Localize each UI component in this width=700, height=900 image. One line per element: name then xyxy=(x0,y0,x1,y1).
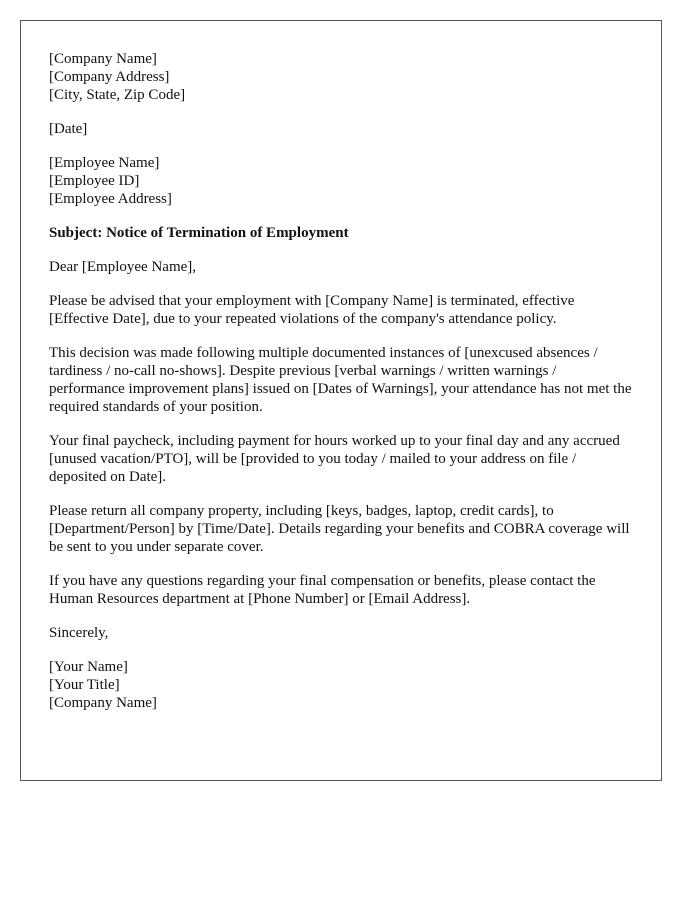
signature-company: [Company Name] xyxy=(49,695,157,711)
sender-company-address: [Company Address] xyxy=(49,69,170,85)
salutation-block xyxy=(49,258,633,276)
termination-letter xyxy=(20,20,662,781)
letter-subject: Subject: Notice of Termination of Employment xyxy=(49,225,349,241)
closing-block xyxy=(49,624,633,642)
letter-salutation: Dear [Employee Name], xyxy=(49,259,197,275)
sender-city-state-zip: [City, State, Zip Code] xyxy=(49,87,186,103)
body-paragraph-effective-date: Please be advised that your employment with [Company Name] is terminated, effective [Effective Date], due to your repeated violations of the company's attendance policy. xyxy=(49,293,575,327)
body-paragraph-final-paycheck: Your final paycheck, including payment for hours worked up to your final day and any accrued [unused vacation/PTO], will be [provided to you today / mailed to your address on file / deposited on Date]. xyxy=(49,433,620,485)
recipient-block xyxy=(49,154,633,208)
letter-date: [Date] xyxy=(49,121,88,137)
subject-block xyxy=(49,224,633,242)
signature-name: [Your Name] xyxy=(49,659,128,675)
recipient-employee-name: [Employee Name] xyxy=(49,155,160,171)
sender-address-block xyxy=(49,50,633,104)
recipient-employee-address: [Employee Address] xyxy=(49,191,172,207)
body-paragraph-company-property: Please return all company property, including [keys, badges, laptop, credit cards], to [Department/Person] by [Time/Date]. Details regarding your benefits and COBRA coverage will be sent to you under separate cover. xyxy=(49,503,630,555)
signature-block xyxy=(49,658,633,712)
body-paragraph-decision: This decision was made following multiple documented instances of [unexcused absences / tardiness / no-call no-shows]. Despite previous [verbal warnings / written warnings / performance improvement plans] issued on [Dates of Warnings], your attendance has not met the required standards of your position. xyxy=(49,345,632,415)
body-paragraph-questions: If you have any questions regarding your final compensation or benefits, please contact the Human Resources department at [Phone Number] or [Email Address]. xyxy=(49,573,596,607)
letter-closing: Sincerely, xyxy=(49,625,109,641)
sender-company-name: [Company Name] xyxy=(49,51,157,67)
recipient-employee-id: [Employee ID] xyxy=(49,173,140,189)
signature-title: [Your Title] xyxy=(49,677,120,693)
date-block xyxy=(49,120,633,138)
